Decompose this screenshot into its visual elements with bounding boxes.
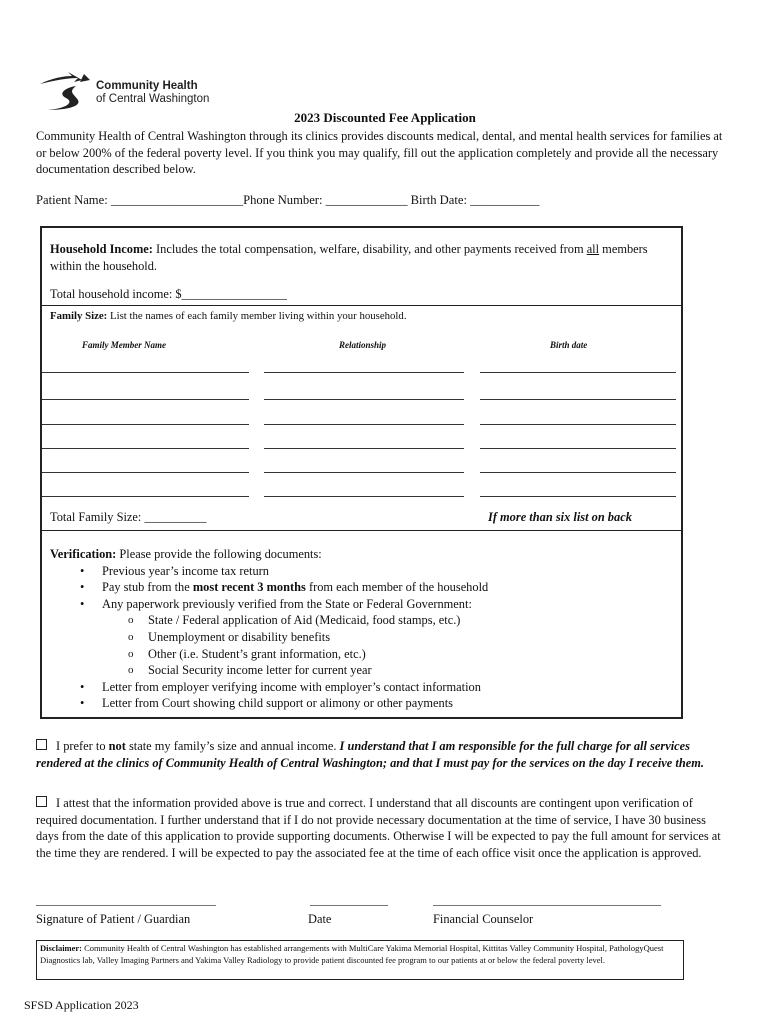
- verification-item-3: [50, 596, 675, 613]
- signature-counselor-label: Financial Counselor: [433, 912, 534, 926]
- intro-paragraph: Community Health of Central Washington through its clinics provides discounts medical, dental, and mental health services for families at or below 200% of the federal poverty level. If you think you may qualify, fill out the application completely and provide all the necessary documentation described below.: [36, 129, 723, 177]
- name-field-4[interactable]: [42, 448, 249, 449]
- birthdate-field-5[interactable]: [480, 472, 676, 473]
- column-header-name: Family Member Name: [82, 340, 166, 350]
- verification-item-4: • Letter from employer verifying income with employer’s contact information: [50, 679, 675, 696]
- attest-paragraph: [36, 795, 726, 861]
- divider: [42, 305, 681, 306]
- phone-label: Phone Number:: [243, 193, 326, 207]
- opt-out-checkbox[interactable]: [36, 739, 47, 750]
- total-family-size-field[interactable]: __________: [144, 510, 207, 524]
- name-field-2[interactable]: [42, 399, 249, 400]
- total-family-size: [50, 509, 206, 526]
- household-income-text-end: members within the household.: [50, 242, 648, 273]
- birthdate-field-3[interactable]: [480, 424, 676, 425]
- relationship-field-2[interactable]: [264, 399, 464, 400]
- logo-line2: of Central Washington: [96, 93, 210, 105]
- relationship-field-1[interactable]: [264, 372, 464, 373]
- patient-name-label: Patient Name:: [36, 193, 111, 207]
- footer-form-id: SFSD Application 2023: [24, 998, 139, 1012]
- phone-field[interactable]: _____________: [325, 193, 408, 207]
- disclaimer-label: Disclaimer:: [40, 943, 83, 953]
- verification-subitem-1: o State / Federal application of Aid (Medicaid, food stamps, etc.): [50, 612, 675, 629]
- verification-section: [50, 546, 675, 712]
- birthdate-field-2[interactable]: [480, 399, 676, 400]
- signature-date-label: Date: [308, 912, 332, 926]
- household-income-section: [50, 241, 675, 274]
- relationship-field-4[interactable]: [264, 448, 464, 449]
- household-income-label: Household Income:: [50, 242, 153, 256]
- divider: [42, 530, 681, 531]
- patient-name-field[interactable]: _____________________: [110, 193, 244, 207]
- name-field-6[interactable]: [42, 496, 249, 497]
- disclaimer-box: [36, 940, 684, 980]
- item-text: Any paperwork previously verified from the State or Federal Government:: [102, 596, 472, 611]
- opt-out-not: not: [108, 739, 126, 753]
- name-field-3[interactable]: [42, 424, 249, 425]
- item-text-end: from each member of the household: [305, 580, 489, 595]
- date-field[interactable]: [310, 905, 388, 906]
- household-income-text: Includes the total compensation, welfare, disability, and other payments received from: [152, 242, 587, 256]
- item-text: Pay stub from the: [102, 580, 193, 595]
- relationship-field-6[interactable]: [264, 496, 464, 497]
- birth-date-field[interactable]: ___________: [470, 193, 540, 207]
- birthdate-field-6[interactable]: [480, 496, 676, 497]
- birth-date-label: Birth Date:: [407, 193, 471, 207]
- verification-item-2: [50, 579, 675, 596]
- patient-info-line: [36, 193, 539, 208]
- page-title: 2023 Discounted Fee Application: [294, 110, 476, 125]
- logo-line1: Community Health: [96, 80, 198, 92]
- signature-patient-label: Signature of Patient / Guardian: [36, 912, 191, 926]
- verification-subitem-3: o Other (i.e. Student’s grant information, etc.): [50, 646, 675, 663]
- verification-label: Verification:: [50, 547, 117, 561]
- opt-out-text: I prefer to: [56, 739, 109, 753]
- verification-text: Please provide the following documents:: [116, 547, 322, 561]
- item-bold: most recent 3 months: [192, 580, 306, 595]
- verification-item-5: • Letter from Court showing child support or alimony or other payments: [50, 695, 675, 712]
- verification-subitem-4: o Social Security income letter for current year: [50, 662, 675, 679]
- birthdate-field-4[interactable]: [480, 448, 676, 449]
- relationship-field-3[interactable]: [264, 424, 464, 425]
- logo-swoosh-icon: [38, 70, 98, 114]
- item-text: Previous year’s income tax return: [102, 563, 269, 578]
- more-than-six-note: If more than six list on back: [488, 510, 632, 524]
- total-household-income-field[interactable]: _________________: [181, 287, 287, 301]
- total-household-income: [50, 286, 287, 303]
- family-size-text: List the names of each family member living within your household.: [107, 310, 407, 322]
- verification-item-1: [50, 563, 675, 580]
- verification-subitem-2: o Unemployment or disability benefits: [50, 629, 675, 646]
- column-header-relationship: Relationship: [339, 340, 387, 350]
- counselor-signature-field[interactable]: [433, 905, 661, 906]
- total-household-income-label: Total household income: $: [50, 287, 182, 301]
- opt-out-responsibility: I understand that I am responsible for the full charge for all services rendered at the clinics of Community Health of Central Washington; and that I must pay for the services on the day I receive them.: [36, 739, 704, 770]
- household-income-all: all: [586, 242, 600, 256]
- patient-signature-field[interactable]: [36, 905, 216, 906]
- verification-heading: [50, 546, 675, 563]
- name-field-5[interactable]: [42, 472, 249, 473]
- family-size-label: Family Size:: [50, 310, 108, 322]
- relationship-field-5[interactable]: [264, 472, 464, 473]
- attest-checkbox[interactable]: [36, 796, 47, 807]
- name-field-1[interactable]: [42, 372, 249, 373]
- logo: [38, 70, 238, 114]
- attest-text: I attest that the information provided above is true and correct. I understand that all discounts are contingent upon verification of required documentation. I further understand that if I do not provide necessary documentation at the time of service, I have 30 business days from the date of this application to provide supporting documents. Otherwise I will be expected to pay the full amount for services at the time they are rendered. I will be expected to pay the associated fee at the time of each office visit once the application is approved.: [36, 796, 721, 860]
- income-family-verification-box: [40, 226, 683, 719]
- opt-out-text-mid: state my family’s size and annual income.: [125, 739, 340, 753]
- total-family-size-label: Total Family Size:: [50, 510, 145, 524]
- birthdate-field-1[interactable]: [480, 372, 676, 373]
- column-header-birth-date: Birth date: [550, 340, 588, 350]
- opt-out-paragraph: [36, 738, 726, 771]
- disclaimer-text: Community Health of Central Washington has established arrangements with MultiCare Yakima Memorial Hospital, Kittitas Valley Community Hospital, PathologyQuest Diagnostics lab, Valley Imaging Partners and Yakima Valley Radiology to provide patient discounted fee program to our patients at or below the federal poverty level.: [40, 943, 664, 965]
- family-size-section: [50, 310, 407, 322]
